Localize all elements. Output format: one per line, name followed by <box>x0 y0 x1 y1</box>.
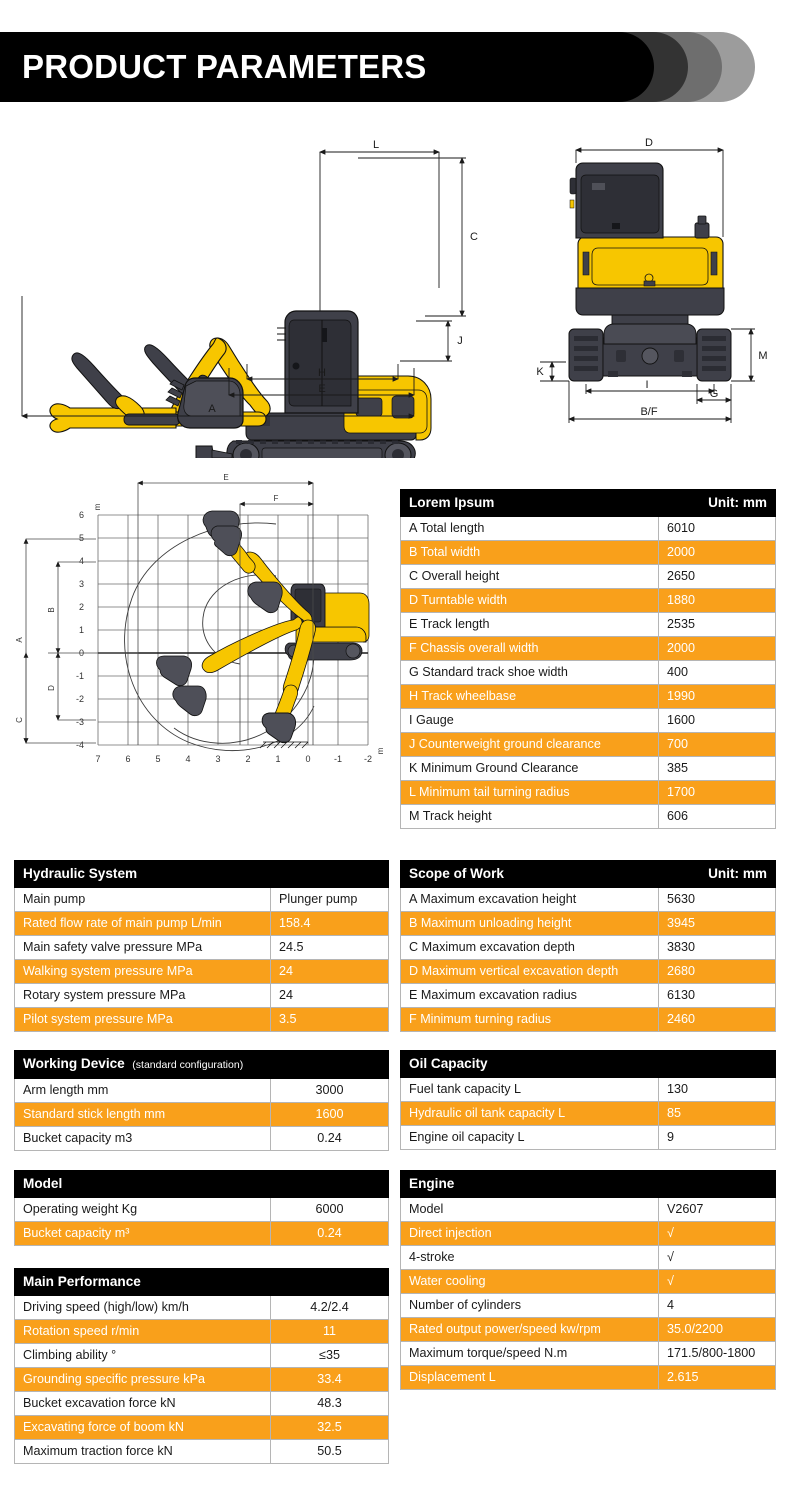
row-label: Water cooling <box>401 1270 659 1294</box>
row-label: Hydraulic oil tank capacity L <box>401 1102 659 1126</box>
table-row <box>401 1366 776 1390</box>
table-row <box>401 757 776 781</box>
front-dim-label-I: I <box>645 379 649 391</box>
row-value: V2607 <box>659 1198 776 1222</box>
front-view-excavator <box>536 137 767 423</box>
row-label: Rated output power/speed kw/rpm <box>401 1318 659 1342</box>
row-label: Main safety valve pressure MPa <box>15 936 271 960</box>
row-label: 4-stroke <box>401 1246 659 1270</box>
row-value: 5630 <box>659 888 776 912</box>
row-value: 158.4 <box>271 912 389 936</box>
scope-of-work-table <box>400 860 776 1032</box>
table-row <box>401 1246 776 1270</box>
row-value: 2535 <box>659 613 776 637</box>
table-header-row <box>401 1051 776 1078</box>
scope-table-unit: Unit: mm <box>659 861 776 888</box>
wr-dim-label-B: B <box>47 607 56 613</box>
row-value: 24 <box>271 960 389 984</box>
table-row <box>401 685 776 709</box>
row-label: Bucket capacity m3 <box>15 1127 271 1151</box>
row-label: Walking system pressure MPa <box>15 960 271 984</box>
table-header-row <box>15 1171 389 1198</box>
main-performance-table <box>14 1268 389 1464</box>
model-table-title: Model <box>15 1171 389 1198</box>
row-value: 400 <box>659 661 776 685</box>
row-label: Fuel tank capacity L <box>401 1078 659 1102</box>
svg-text:-2: -2 <box>363 754 373 764</box>
row-label: K Minimum Ground Clearance <box>401 757 659 781</box>
row-value: √ <box>659 1246 776 1270</box>
table-row <box>401 637 776 661</box>
row-label: Rated flow rate of main pump L/min <box>15 912 271 936</box>
table-row <box>401 936 776 960</box>
row-value: √ <box>659 1270 776 1294</box>
row-label: Driving speed (high/low) km/h <box>15 1296 271 1320</box>
row-label: Rotation speed r/min <box>15 1320 271 1344</box>
svg-text:1: 1 <box>275 754 281 764</box>
row-label: Arm length mm <box>15 1079 271 1103</box>
table-row <box>401 984 776 1008</box>
svg-text:4: 4 <box>185 754 191 764</box>
row-label: L Minimum tail turning radius <box>401 781 659 805</box>
table-header-row <box>401 490 776 517</box>
row-label: A Maximum excavation height <box>401 888 659 912</box>
working-device-table-title <box>15 1051 389 1079</box>
oil-capacity-table <box>400 1050 776 1150</box>
row-label: Pilot system pressure MPa <box>15 1008 271 1032</box>
row-value: 700 <box>659 733 776 757</box>
table-row <box>15 1296 389 1320</box>
row-label: D Maximum vertical excavation depth <box>401 960 659 984</box>
row-label: Main pump <box>15 888 271 912</box>
page-title: PRODUCT PARAMETERS <box>22 48 427 85</box>
wr-dim-label-E: E <box>223 473 229 482</box>
table-row <box>15 1198 389 1222</box>
svg-text:0: 0 <box>78 648 84 658</box>
table-row <box>401 661 776 685</box>
working-range-unit-y: m <box>93 503 102 511</box>
scope-table-title: Scope of Work <box>401 861 659 888</box>
row-label: E Maximum excavation radius <box>401 984 659 1008</box>
row-value: 385 <box>659 757 776 781</box>
svg-text:4: 4 <box>78 556 84 566</box>
svg-text:5: 5 <box>78 533 84 543</box>
page-header-banner <box>0 32 790 102</box>
row-value: 3000 <box>271 1079 389 1103</box>
front-view-cab <box>570 163 663 238</box>
table-header-row <box>15 861 389 888</box>
dimensions-table <box>400 489 776 829</box>
table-row <box>401 1294 776 1318</box>
row-label: F Chassis overall width <box>401 637 659 661</box>
table-row <box>15 1008 389 1032</box>
row-label: Bucket capacity m³ <box>15 1222 271 1246</box>
row-value: 1880 <box>659 589 776 613</box>
working-range-chart <box>8 470 392 832</box>
table-row <box>401 1102 776 1126</box>
working-range-canvas <box>8 470 392 832</box>
row-value: 4.2/2.4 <box>271 1296 389 1320</box>
row-label: B Maximum unloading height <box>401 912 659 936</box>
row-value: 2000 <box>659 541 776 565</box>
svg-text:1: 1 <box>78 625 84 635</box>
side-dim-label-L: L <box>372 139 380 151</box>
row-label: M Track height <box>401 805 659 829</box>
table-row <box>15 936 389 960</box>
row-value: 130 <box>659 1078 776 1102</box>
row-value: 0.24 <box>271 1222 389 1246</box>
svg-text:2: 2 <box>78 602 84 612</box>
row-label: E Track length <box>401 613 659 637</box>
row-value: 1600 <box>271 1103 389 1127</box>
wr-dim-label-C: C <box>15 717 24 723</box>
front-dim-label-K: K <box>536 366 544 378</box>
row-value: 85 <box>659 1102 776 1126</box>
performance-table-title: Main Performance <box>15 1269 389 1296</box>
table-row <box>401 805 776 829</box>
svg-text:0: 0 <box>305 754 311 764</box>
svg-text:5: 5 <box>155 754 161 764</box>
row-value: 32.5 <box>271 1416 389 1440</box>
svg-text:-4: -4 <box>75 740 84 750</box>
row-label: C Overall height <box>401 565 659 589</box>
svg-text:-3: -3 <box>75 717 84 727</box>
svg-text:7: 7 <box>95 754 101 764</box>
table-row <box>15 912 389 936</box>
row-value: √ <box>659 1222 776 1246</box>
diagram-canvas <box>0 128 790 458</box>
table-row <box>15 1079 389 1103</box>
dimensions-table-title: Lorem Ipsum <box>401 490 659 517</box>
table-header-row <box>15 1269 389 1296</box>
table-row <box>15 1416 389 1440</box>
table-row <box>401 1198 776 1222</box>
row-value: 2000 <box>659 637 776 661</box>
table-row <box>401 613 776 637</box>
row-label: Climbing ability ° <box>15 1344 271 1368</box>
row-label: Standard stick length mm <box>15 1103 271 1127</box>
row-label: Operating weight Kg <box>15 1198 271 1222</box>
row-label: J Counterweight ground clearance <box>401 733 659 757</box>
engine-table <box>400 1170 776 1390</box>
table-row <box>401 1342 776 1366</box>
row-label: Number of cylinders <box>401 1294 659 1318</box>
row-value: 9 <box>659 1126 776 1150</box>
svg-text:-1: -1 <box>75 671 84 681</box>
machine-diagrams <box>0 128 790 458</box>
working-range-dimension-lines <box>26 483 313 745</box>
row-value: 11 <box>271 1320 389 1344</box>
table-row <box>401 565 776 589</box>
row-value: ≤35 <box>271 1344 389 1368</box>
table-row <box>15 1392 389 1416</box>
table-row <box>15 1440 389 1464</box>
row-value: 0.24 <box>271 1127 389 1151</box>
engine-table-title: Engine <box>401 1171 776 1198</box>
table-row <box>401 517 776 541</box>
row-value: 48.3 <box>271 1392 389 1416</box>
table-row <box>15 984 389 1008</box>
row-value: 3.5 <box>271 1008 389 1032</box>
front-view-undercarriage <box>569 324 731 381</box>
side-dim-label-H: H <box>318 367 326 379</box>
row-label: Maximum torque/speed N.m <box>401 1342 659 1366</box>
row-label: Rotary system pressure MPa <box>15 984 271 1008</box>
row-value: 6010 <box>659 517 776 541</box>
side-view-excavator <box>22 139 478 458</box>
row-value: 2650 <box>659 565 776 589</box>
row-label: H Track wheelbase <box>401 685 659 709</box>
row-label: Model <box>401 1198 659 1222</box>
table-row <box>15 1368 389 1392</box>
table-row <box>401 733 776 757</box>
row-value: 171.5/800-1800 <box>659 1342 776 1366</box>
table-row <box>15 1103 389 1127</box>
row-value: 6130 <box>659 984 776 1008</box>
svg-text:3: 3 <box>215 754 221 764</box>
wr-dim-label-F: F <box>273 494 279 503</box>
row-label: Excavating force of boom kN <box>15 1416 271 1440</box>
row-value: 33.4 <box>271 1368 389 1392</box>
row-label: B Total width <box>401 541 659 565</box>
row-value: 2.615 <box>659 1366 776 1390</box>
table-row <box>15 888 389 912</box>
hydraulic-system-table <box>14 860 389 1032</box>
table-header-row <box>401 1171 776 1198</box>
working-device-title-text: Working Device <box>23 1056 125 1071</box>
table-row <box>401 781 776 805</box>
row-label: Grounding specific pressure kPa <box>15 1368 271 1392</box>
table-row <box>401 541 776 565</box>
hydraulic-table-title: Hydraulic System <box>15 861 389 888</box>
row-label: Engine oil capacity L <box>401 1126 659 1150</box>
row-label: F Minimum turning radius <box>401 1008 659 1032</box>
working-range-x-ticks <box>95 754 372 764</box>
side-view-boom-arm-bucket <box>50 338 270 432</box>
working-range-y-ticks <box>76 510 84 750</box>
working-range-unit-x: m <box>376 747 385 755</box>
row-label: Bucket excavation force kN <box>15 1392 271 1416</box>
svg-text:-1: -1 <box>333 754 343 764</box>
dimensions-table-unit: Unit: mm <box>659 490 776 517</box>
row-value: 1990 <box>659 685 776 709</box>
row-label: G Standard track shoe width <box>401 661 659 685</box>
row-label: Direct injection <box>401 1222 659 1246</box>
row-value: 1700 <box>659 781 776 805</box>
row-label: C Maximum excavation depth <box>401 936 659 960</box>
row-value: 3945 <box>659 912 776 936</box>
row-value: 4 <box>659 1294 776 1318</box>
table-row <box>401 1270 776 1294</box>
oil-capacity-table-title: Oil Capacity <box>401 1051 776 1078</box>
table-row <box>401 1126 776 1150</box>
side-view-track <box>225 440 415 458</box>
model-table <box>14 1170 389 1246</box>
svg-text:3: 3 <box>78 579 84 589</box>
table-row <box>401 912 776 936</box>
table-row <box>401 1222 776 1246</box>
row-label: Maximum traction force kN <box>15 1440 271 1464</box>
row-value: 2460 <box>659 1008 776 1032</box>
svg-text:2: 2 <box>245 754 251 764</box>
row-value: 35.0/2200 <box>659 1318 776 1342</box>
row-value: 1600 <box>659 709 776 733</box>
row-value: Plunger pump <box>271 888 389 912</box>
side-dim-label-E: E <box>318 383 326 395</box>
front-dim-label-BF: B/F <box>640 406 658 418</box>
front-dim-label-M: M <box>758 350 768 362</box>
side-dim-label-C: C <box>470 231 478 243</box>
table-row <box>401 1078 776 1102</box>
side-view-cab <box>277 311 358 413</box>
row-value: 24 <box>271 984 389 1008</box>
row-value: 606 <box>659 805 776 829</box>
table-row <box>401 888 776 912</box>
svg-text:6: 6 <box>125 754 131 764</box>
working-device-subtitle: (standard configuration) <box>132 1059 244 1071</box>
row-value: 50.5 <box>271 1440 389 1464</box>
side-dim-label-J: J <box>457 335 463 347</box>
table-row <box>15 1222 389 1246</box>
front-dim-label-D: D <box>645 137 653 149</box>
front-dim-label-G: G <box>709 388 719 400</box>
table-row <box>401 1008 776 1032</box>
row-value: 6000 <box>271 1198 389 1222</box>
table-row <box>401 709 776 733</box>
row-label: D Turntable width <box>401 589 659 613</box>
wr-dim-label-A: A <box>15 637 24 643</box>
table-row <box>15 1344 389 1368</box>
row-value: 3830 <box>659 936 776 960</box>
table-header-row <box>15 1051 389 1079</box>
table-row <box>15 1127 389 1151</box>
row-value: 24.5 <box>271 936 389 960</box>
table-row <box>15 960 389 984</box>
svg-text:-2: -2 <box>75 694 84 704</box>
table-row <box>15 1320 389 1344</box>
row-label: A Total length <box>401 517 659 541</box>
wr-dim-label-D: D <box>47 685 56 691</box>
row-label: Displacement L <box>401 1366 659 1390</box>
row-label: I Gauge <box>401 709 659 733</box>
table-row <box>401 1318 776 1342</box>
side-dim-label-A: A <box>208 403 216 415</box>
row-value: 2680 <box>659 960 776 984</box>
table-row <box>401 589 776 613</box>
table-header-row <box>401 861 776 888</box>
svg-text:6: 6 <box>78 510 84 520</box>
table-row <box>401 960 776 984</box>
working-device-table <box>14 1050 389 1151</box>
